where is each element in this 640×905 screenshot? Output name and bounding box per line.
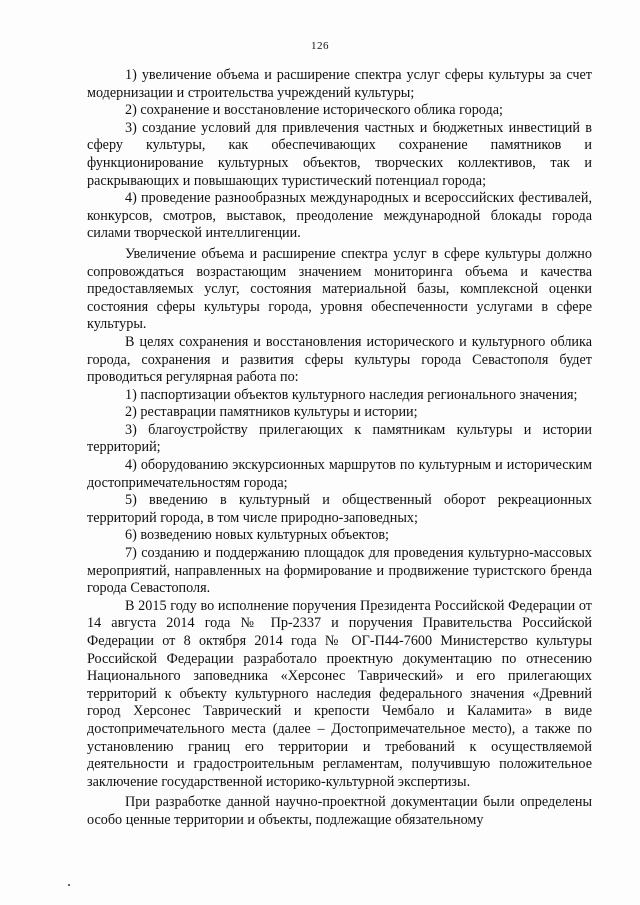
list-item: 5) введению в культурный и общественный оборот рекреационных территорий города, в том числе природно-заповедных; xyxy=(87,492,592,526)
paragraph-monitoring: Увеличение объема и расширение спектра услуг в сфере культуры должно сопровождаться возрастающим значением мониторинга объема и качества предоставляемых услуг, состояния материальной базы, комплексной оценки состояния сферы культуры города, уровня обеспеченности услугами в сфере культуры. xyxy=(87,245,592,333)
list-item: 7) созданию и поддержанию площадок для проведения культурно-массовых мероприятий, направленных на формирование и продвижение туристского бренда города Севастополя. xyxy=(87,545,592,597)
list-item: 1) паспортизации объектов культурного наследия регионального значения; xyxy=(125,386,578,403)
list-item: 3) благоустройству прилегающих к памятникам культуры и истории территорий; xyxy=(87,421,592,456)
paragraph-2015: В 2015 году во исполнение поручения Президента Российской Федерации от 14 августа 2014 года № Пр-2337 и поручения Правительства Российской Федерации от 8 октября 2014 года № ОГ-П44-7600 Министерство культуры Российской Федерации разработало проектную документацию по отнесению Национального заповедника «Херсонес Таврический» и его прилегающих территорий к объекту культурного наследия федерального значения «Древний город Херсонес Таврический и крепости Чембало и Каламита» в виде достопримечательного места (далее – Достопримечательное место), а также по установлению границ его территории и требований к осуществляемой деятельности и градостроительным регламентам, получившую положительное заключение государственной историко-культурной экспертизы. xyxy=(87,597,592,790)
list-item: 6) возведению новых культурных объектов; xyxy=(125,527,389,544)
list-item: 1) увеличение объема и расширение спектра услуг сферы культуры за счет модернизации и строительства учреждений культуры; xyxy=(87,67,592,101)
paragraph-intro-work: В целях сохранения и восстановления исторического и культурного облика города, сохранения и развития сферы культуры города Севастополя будет проводиться регулярная работа по: xyxy=(87,333,592,386)
list-item: 2) сохранение и восстановление исторического облика города; xyxy=(125,102,503,119)
scan-speck xyxy=(68,884,70,886)
page-number: 126 xyxy=(311,40,329,52)
list-item: 3) создание условий для привлечения частных и бюджетных инвестиций в сферу культуры, как обеспечивающих сохранение памятников и функционирование культурных объектов, творческих коллективов, так и раскрывающих и повышающих туристический потенциал города; xyxy=(87,119,592,189)
document-body xyxy=(87,67,592,830)
list-item: 4) проведение разнообразных международных и всероссийских фестивалей, конкурсов, смотров, выставок, преодоление международной блокады города силами творческой интеллигенции. xyxy=(87,190,592,242)
list-item: 2) реставрации памятников культуры и истории; xyxy=(125,404,418,421)
paragraph-last: При разработке данной научно-проектной документации были определены особо ценные территории и объекты, подлежащие обязательному xyxy=(87,794,592,828)
list-item: 4) оборудованию экскурсионных маршрутов по культурным и историческим достопримечательностям города; xyxy=(87,457,592,491)
